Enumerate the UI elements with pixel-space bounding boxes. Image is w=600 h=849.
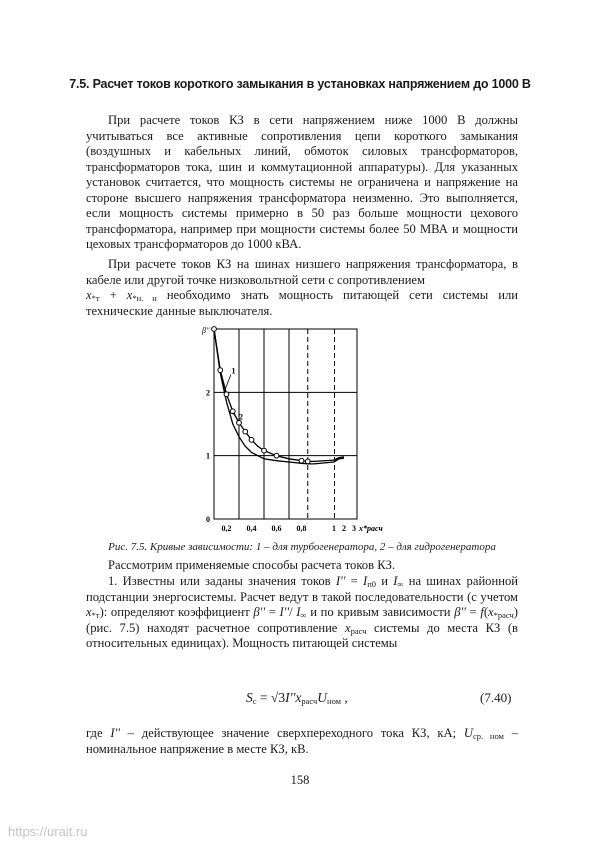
chart bbox=[200, 325, 420, 535]
section-heading: 7.5. Расчет токов короткого замыкания в установках напряжением до 1000 В bbox=[69, 77, 531, 91]
x-tick-label: 0,6 bbox=[271, 524, 282, 533]
y-tick-label: 0 bbox=[206, 515, 210, 524]
equation-number: (7.40) bbox=[480, 690, 512, 705]
curve-label-1: 1 bbox=[231, 366, 236, 376]
data-point bbox=[299, 458, 304, 463]
y-tick-label: 1 bbox=[206, 451, 210, 461]
data-point bbox=[224, 392, 229, 397]
data-point bbox=[262, 448, 267, 453]
curve-label-leader-1 bbox=[224, 375, 231, 393]
paragraph-4: 1. Известны или заданы значения токов $I'' = I_{п0}$ и $I_\infty$ на шинах районной подстанции энергосистемы. Расчет ведут в такой последовательности (с учетом $x_{*т}$): определяют коэффициент β'' = I''/ $I_\infty$ и по кривым зависимости $\beta'' = f(x_{*расч})$ (рис. 7.5) находят расчетное сопротивление $x_{расч}$ системы до места КЗ (в относительных единицах). Мощность питающей системы bbox=[86, 574, 518, 650]
x-tick-label: 0,2 bbox=[221, 524, 232, 533]
y-axis-label: β'' bbox=[202, 326, 210, 335]
data-point bbox=[218, 368, 223, 373]
x-axis-label: x*расч bbox=[359, 524, 383, 533]
watermark-url: https://urait.ru bbox=[8, 824, 88, 839]
data-point bbox=[305, 459, 310, 464]
formula-7-40: $S_c = √3I''x_{расч}U_{ном}$ , bbox=[246, 690, 348, 706]
series-line-2 bbox=[214, 329, 344, 461]
plot-frame bbox=[214, 329, 357, 519]
y-tick-label: 2 bbox=[206, 388, 210, 398]
curve-label-leader-2 bbox=[233, 413, 239, 421]
data-point bbox=[212, 327, 217, 332]
curve-label-2: 2 bbox=[239, 412, 243, 422]
data-point bbox=[243, 429, 248, 434]
page-number: 158 bbox=[290, 773, 310, 787]
paragraph-3: Рассмотрим применяемые способы расчета токов КЗ. bbox=[108, 558, 396, 572]
x-tick-label: 0,4 bbox=[246, 524, 257, 533]
paragraph-2: При расчете токов КЗ на шинах низшего напряжения трансформатора, в кабеле или другой точке низковольтной сети с сопротивлением $x_{*т} + x_{*н. н}$ необходимо знать мощность питающей сети системы или технические данные выключателя. bbox=[86, 257, 518, 318]
data-point bbox=[249, 437, 254, 442]
series-line-1 bbox=[214, 329, 344, 464]
x-tick-label: 0,8 bbox=[296, 524, 307, 533]
x-tick-label: 2 bbox=[342, 524, 346, 533]
x-tick-label: 1 bbox=[332, 524, 336, 533]
data-point bbox=[274, 453, 279, 458]
x-tick-label: 3 bbox=[352, 524, 356, 533]
paragraph-1: При расчете токов КЗ в сети напряжением ниже 1000 В должны учитываться все активные сопротивления цепи короткого замыкания (воздушных и кабельных линий, обмоток силовых трансформаторов, трансформаторов тока, шин и коммутационной аппаратуры). Для указанных установок считается, что мощность системы не ограничена и напряжение на стороне высшего напряжения трансформатора неизменно. Это выполняется, если мощность системы примерно в 50 раз больше мощности цехового трансформатора, например при мощности системы более 50 МВА и мощности цеховых трансформаторов до 1000 кВА. bbox=[86, 113, 518, 251]
figure-caption: Рис. 7.5. Кривые зависимости: 1 – для турбогенератора, 2 – для гидрогенератора bbox=[108, 541, 496, 553]
paragraph-5: где I'' – действующее значение сверхпереходного тока КЗ, кА; $U_{ср. ном}$ – номинальное напряжение в месте КЗ, кВ. bbox=[86, 726, 518, 756]
